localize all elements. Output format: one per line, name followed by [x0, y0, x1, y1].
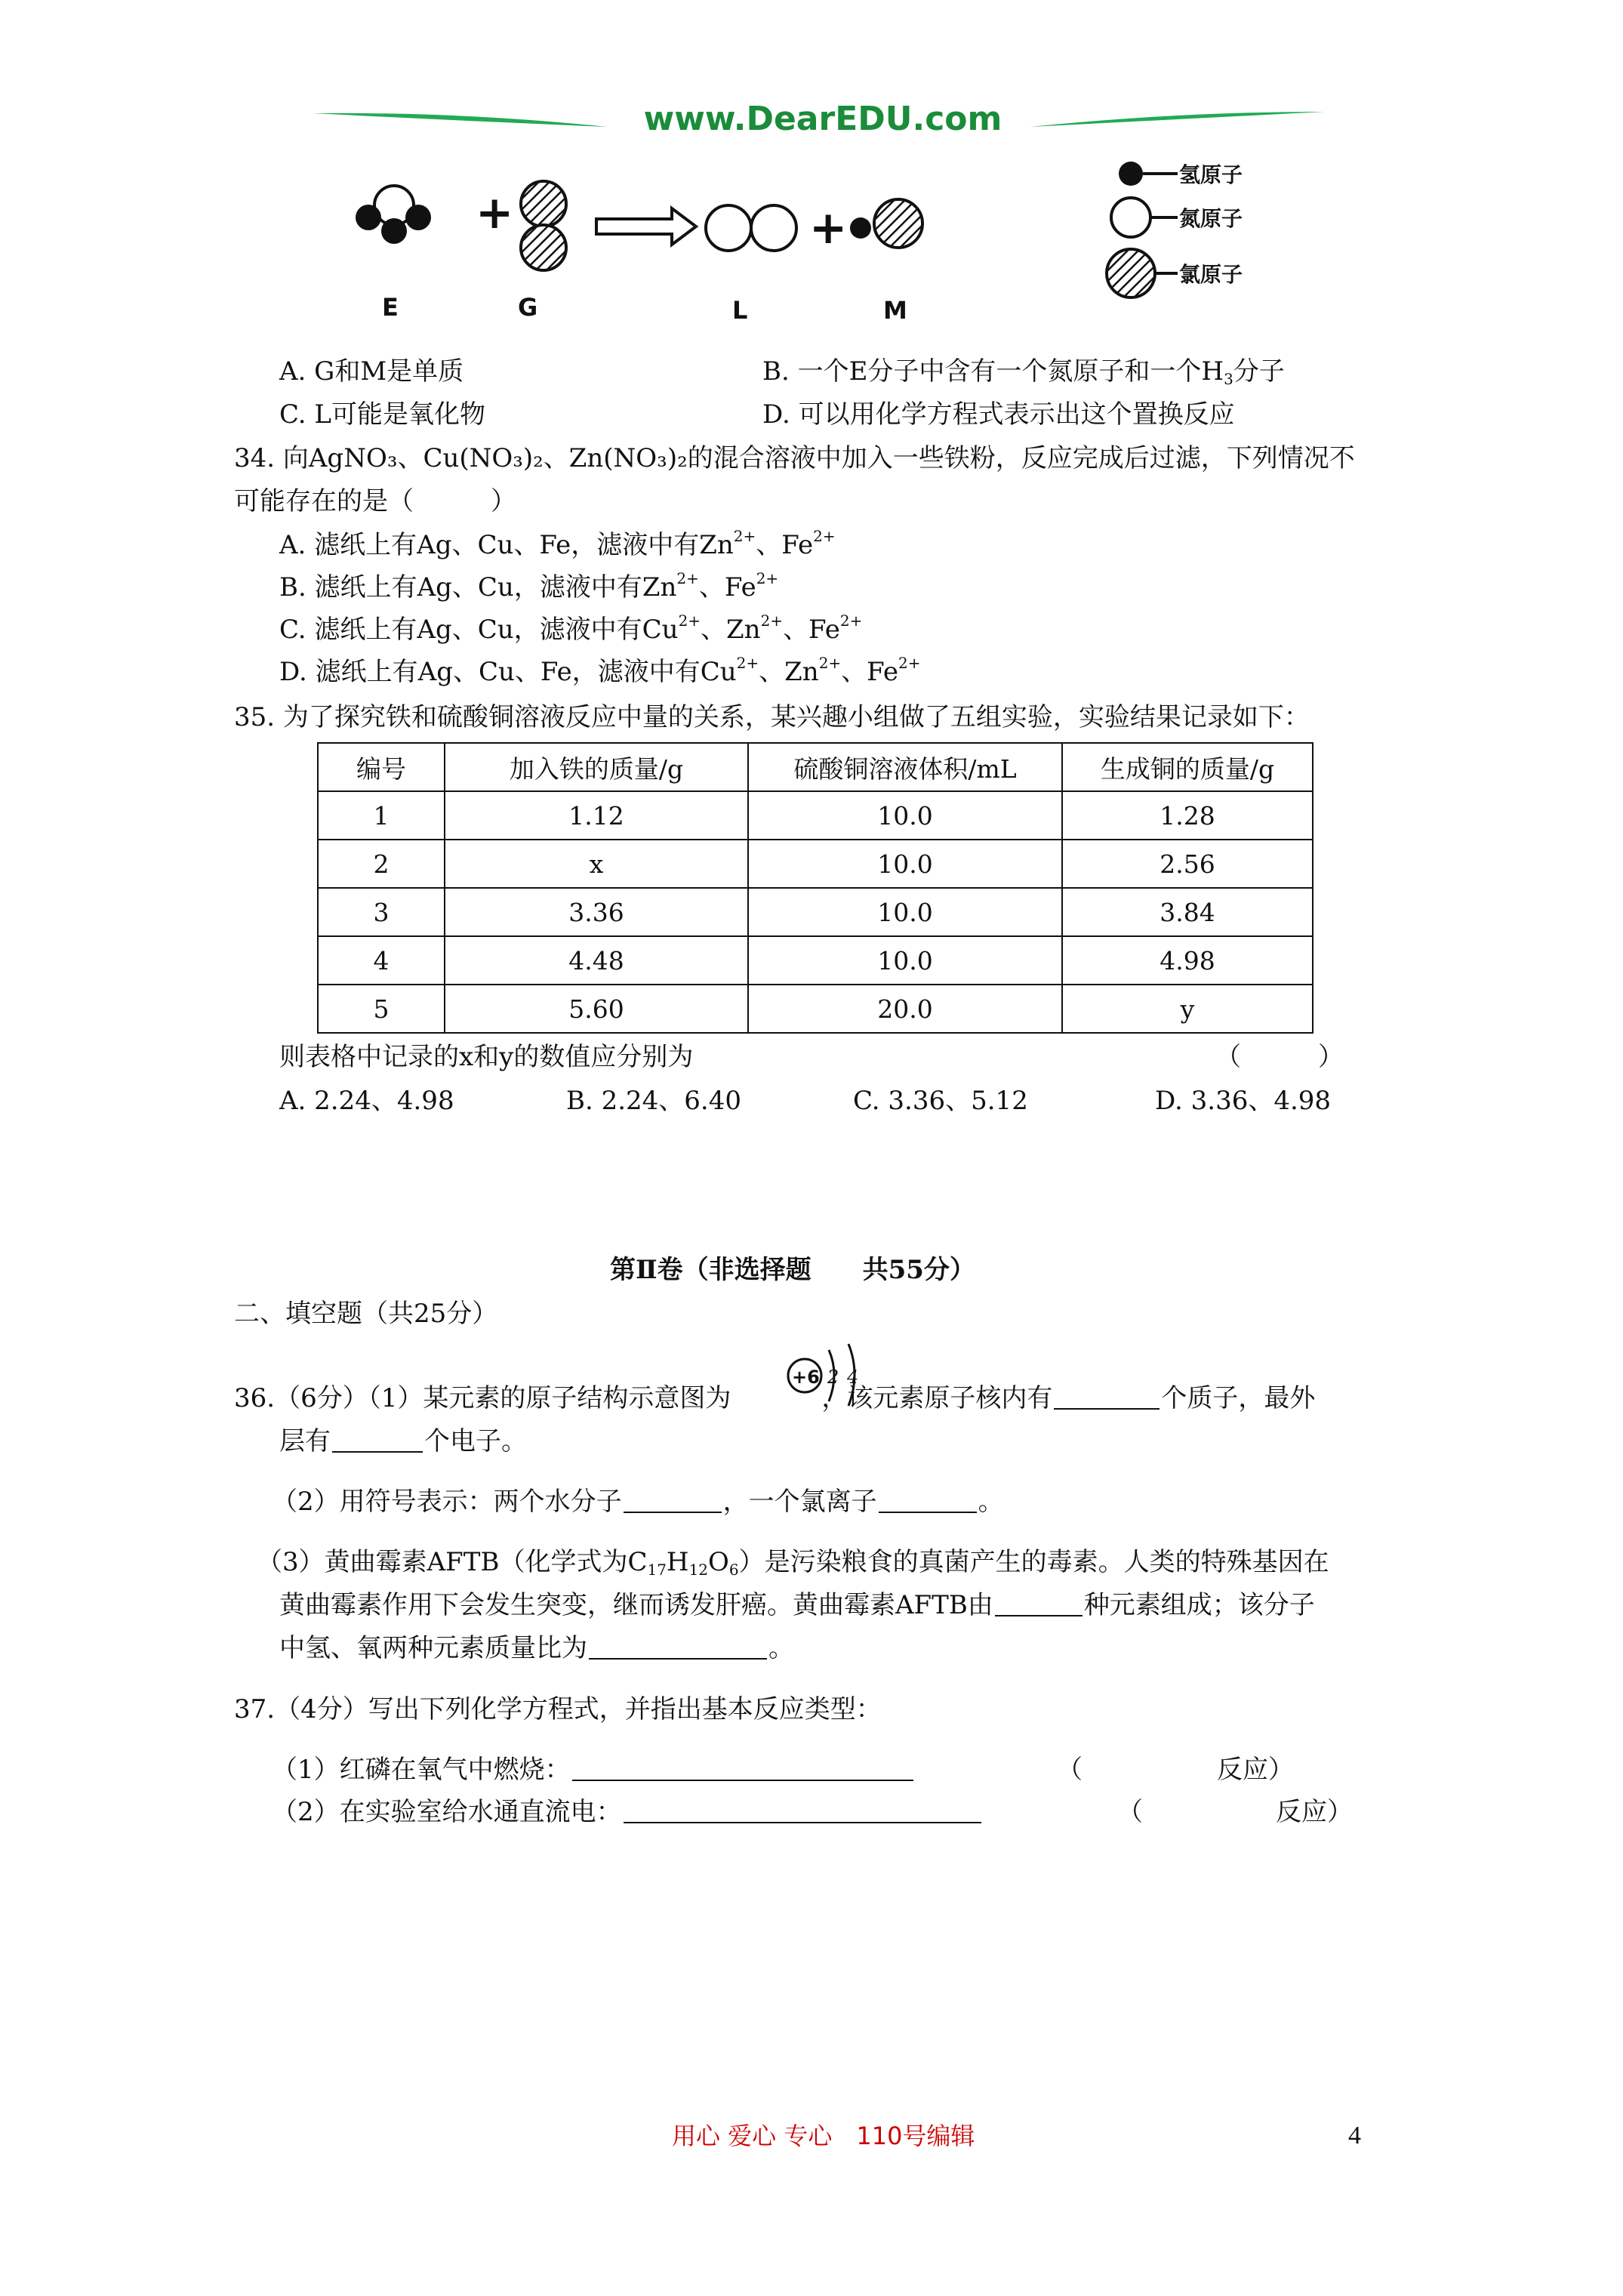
section-fill-blank: 二、填空题（共25分）: [234, 1299, 498, 1329]
q36-line5: 黄曲霉素作用下会发生突变，继而诱发肝癌。黄曲霉素AFTB由 种元素组成；该分子: [279, 1590, 1315, 1620]
q36-line6: 中氢、氧两种元素质量比为 。: [279, 1633, 794, 1663]
nitrogen-atom-icon: [1111, 198, 1150, 237]
q36-blank-chloride[interactable]: [879, 1486, 977, 1513]
table-cell: 3.36: [445, 888, 748, 936]
table-cell: 1.28: [1062, 791, 1313, 840]
q36-blank-protons[interactable]: [1054, 1382, 1160, 1410]
q36-blank-electrons[interactable]: [332, 1425, 423, 1453]
table-cell: 2.56: [1062, 840, 1313, 888]
q36-blank-water[interactable]: [624, 1486, 722, 1513]
q37-item1: （1）红磷在氧气中燃烧：: [272, 1753, 915, 1786]
q33-option-c: C. L可能是氧化物: [279, 399, 485, 430]
table-row: [318, 791, 1313, 840]
q37-title: 37.（4分）写出下列化学方程式，并指出基本反应类型：: [234, 1694, 882, 1724]
svg-text:+6: +6: [792, 1367, 820, 1388]
q37-item2-reaction: 反应）: [1276, 1797, 1353, 1827]
molecule-l-icon: [706, 205, 796, 251]
table-cell: 10.0: [748, 936, 1062, 985]
table-row: [318, 888, 1313, 936]
q36-line3: （2）用符号表示：两个水分子 ，一个氯离子 。: [272, 1487, 1004, 1517]
label-l: L: [732, 296, 748, 325]
q35-option-d: D. 3.36、4.98: [1155, 1086, 1332, 1116]
q35-answer-paren: （ ）: [1215, 1042, 1344, 1072]
header-banner: [310, 100, 1329, 142]
q36-line2: 层有 个电子。: [279, 1426, 527, 1456]
q35-experiment-table: [317, 742, 1313, 1034]
q37-blank-equation1[interactable]: [572, 1754, 913, 1781]
header-swoosh-right-icon: [1027, 104, 1329, 142]
q36-line4: （3）黄曲霉素AFTB（化学式为$C_{17}H_{12}O_6$）是污染粮食的真菌产生的毒素。人类的特殊基因在: [257, 1547, 1329, 1579]
q34-option-d: D. 滤纸上有Ag、Cu、Fe，滤液中有$Cu^{2+}$、$Zn^{2+}$、$Fe^{2+}$: [279, 654, 921, 687]
table-cell: 4.98: [1062, 936, 1313, 985]
q37-item2: （2）在实验室给水通直流电：: [272, 1795, 983, 1829]
q34-option-c: C. 滤纸上有Ag、Cu，滤液中有$Cu^{2+}$、$Zn^{2+}$、$Fe^{2+}$: [279, 612, 863, 645]
q37-item2-paren-open: （: [1117, 1797, 1143, 1827]
svg-text:4: 4: [847, 1367, 859, 1388]
header-swoosh-left-icon: [310, 104, 611, 142]
table-cell: y: [1062, 985, 1313, 1033]
molecule-g-icon: [521, 181, 566, 270]
table-row: [318, 840, 1313, 888]
table-cell: 4: [318, 936, 445, 985]
table-header-cell: 编号: [318, 743, 445, 791]
hydrogen-atom-icon: [1119, 162, 1143, 186]
table-cell: x: [445, 840, 748, 888]
svg-text:2: 2: [827, 1367, 839, 1388]
q33-option-b: B. 一个E分子中含有一个氮原子和一个$H_3$分子: [762, 356, 1285, 388]
table-cell: 20.0: [748, 985, 1062, 1033]
table-header-cell: 加入铁的质量/g: [445, 743, 748, 791]
header-site-title: www.DearEDU.com: [643, 100, 1002, 138]
label-e: E: [382, 293, 399, 322]
molecule-e-icon: [356, 186, 431, 244]
table-header-cell: 生成铜的质量/g: [1062, 743, 1313, 791]
page-number: 4: [1348, 2122, 1361, 2150]
table-cell: 10.0: [748, 791, 1062, 840]
q34-stem-line1: 34. 向AgNO₃、Cu(NO₃)₂、Zn(NO₃)₂的混合溶液中加入一些铁粉，反应完成后过滤，下列情况不: [234, 443, 1355, 473]
q34-stem-line2: 可能存在的是（ ）: [234, 486, 516, 516]
table-cell: 5.60: [445, 985, 748, 1033]
table-header-cell: 硫酸铜溶液体积/mL: [748, 743, 1062, 791]
q37-blank-equation2[interactable]: [624, 1796, 981, 1823]
molecule-reaction-diagram: [347, 159, 951, 332]
footer-editor-note: 用心 爱心 专心 110号编辑: [672, 2122, 975, 2150]
table-cell: 5: [318, 985, 445, 1033]
q36-line1: 36.（6分）（1）某元素的原子结构示意图为 ，该元素原子核内有 个质子，最外: [234, 1383, 1316, 1413]
q35-question: 则表格中记录的x和y的数值应分别为: [279, 1042, 694, 1072]
q37-item1-paren-open: （: [1057, 1755, 1083, 1785]
table-cell: 2: [318, 840, 445, 888]
table-cell: 10.0: [748, 840, 1062, 888]
svg-text:+: +: [476, 186, 514, 239]
table-row: [318, 985, 1313, 1033]
q37-item1-reaction: 反应）: [1217, 1755, 1294, 1785]
atom-structure-diagram-icon: [785, 1336, 876, 1412]
table-header-row: [318, 743, 1313, 791]
q35-option-c: C. 3.36、5.12: [853, 1086, 1028, 1116]
table-cell: 4.48: [445, 936, 748, 985]
q34-option-b: B. 滤纸上有Ag、Cu，滤液中有$Zn^{2+}$、$Fe^{2+}$: [279, 569, 779, 603]
q35-option-b: B. 2.24、6.40: [566, 1086, 742, 1116]
legend-hydrogen: 氢原子: [1179, 162, 1243, 187]
legend-chlorine: 氯原子: [1179, 262, 1243, 287]
q35-stem: 35. 为了探究铁和硫酸铜溶液反应中量的关系，某兴趣小组做了五组实验，实验结果记录如下：: [234, 702, 1310, 732]
q35-option-a: A. 2.24、4.98: [279, 1086, 454, 1116]
legend-nitrogen: 氮原子: [1179, 206, 1243, 231]
table-cell: 10.0: [748, 888, 1062, 936]
table-cell: 3.84: [1062, 888, 1313, 936]
q36-blank-elements[interactable]: [995, 1589, 1083, 1616]
table-cell: 1.12: [445, 791, 748, 840]
part2-title: 第Ⅱ卷（非选择题 共55分）: [610, 1255, 975, 1285]
table-cell: 1: [318, 791, 445, 840]
molecule-m-icon: [850, 199, 922, 248]
table-cell: 3: [318, 888, 445, 936]
reaction-arrow-icon: [596, 208, 696, 245]
chlorine-atom-icon: [1107, 249, 1155, 297]
q33-option-a: A. G和M是单质: [279, 356, 464, 387]
q33-option-d: D. 可以用化学方程式表示出这个置换反应: [762, 399, 1235, 430]
table-row: [318, 936, 1313, 985]
svg-text:+: +: [809, 202, 848, 254]
label-g: G: [518, 293, 538, 322]
label-m: M: [883, 296, 907, 325]
q36-blank-mass-ratio[interactable]: [589, 1632, 767, 1660]
q34-option-a: A. 滤纸上有Ag、Cu、Fe，滤液中有$Zn^{2+}$、$Fe^{2+}$: [279, 527, 836, 560]
